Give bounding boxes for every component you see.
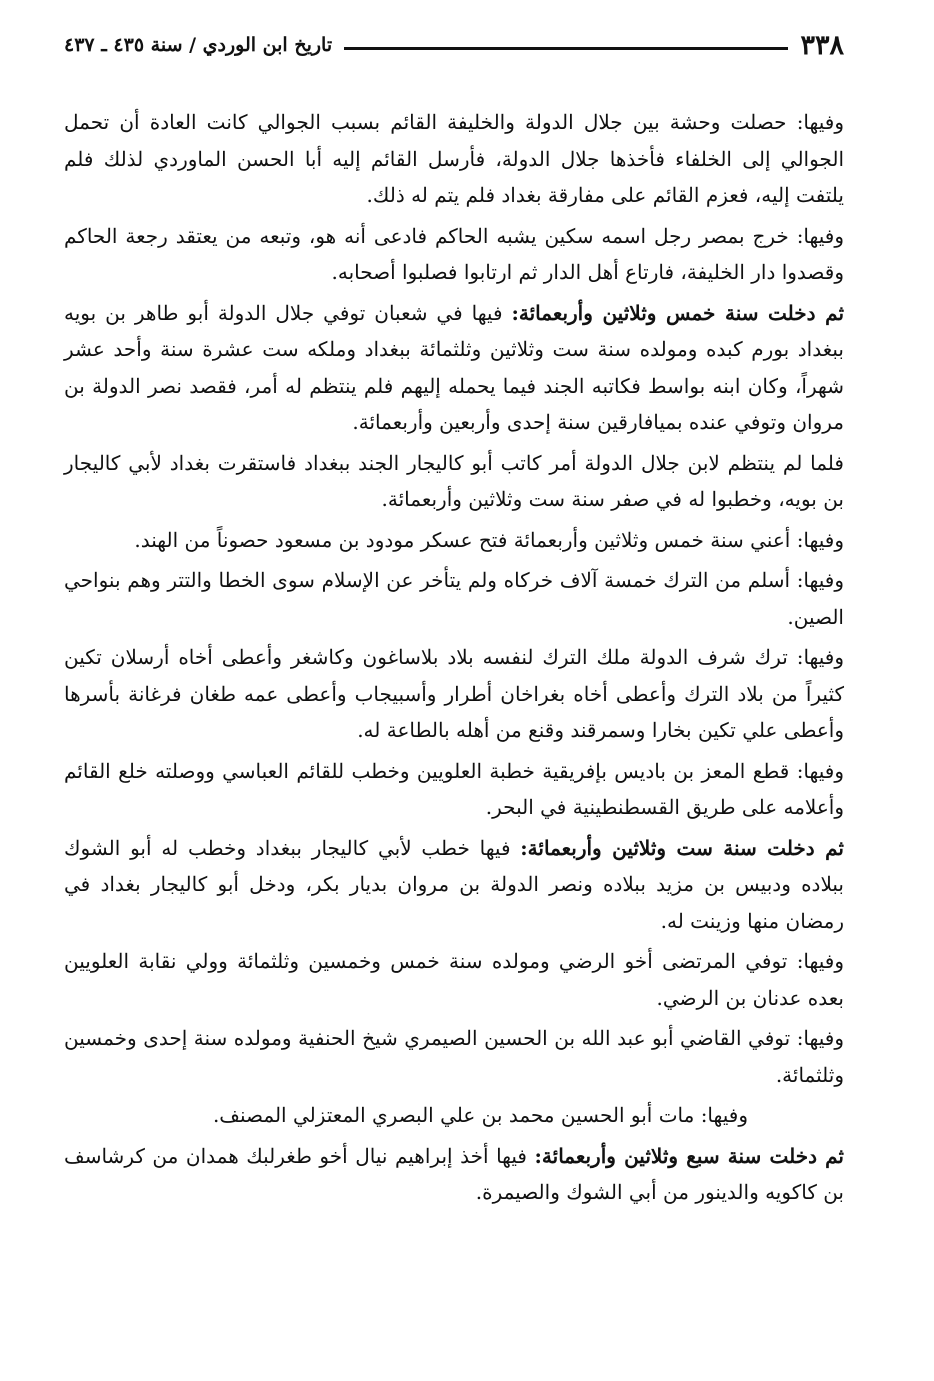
paragraph-text: توفي المرتضى أخو الرضي ومولده سنة خمس وخمسين وثلثمائة وولي نقابة العلويين بعده عدنان بن الرضي. xyxy=(64,949,844,1010)
paragraph-text: حصلت وحشة بين جلال الدولة والخليفة القائم بسبب الجوالي كانت العادة أن تحمل الجوالي إلى الخلفاء فأخذها جلال الدولة، فأرسل القائم إليه أبا الحسن الماوردي لذلك فلم يلتفت إليه، فعزم القائم على مفارقة بغداد فلم يتم له ذلك. xyxy=(64,110,844,207)
page-body xyxy=(64,104,844,1211)
paragraph xyxy=(64,562,844,635)
paragraph-text: خرج بمصر رجل اسمه سكين يشبه الحاكم فادعى أنه هو، وتبعه من يعتقد رجعة الحاكم وقصدوا دار الخليفة، فارتاع أهل الدار ثم ارتابوا فصلبوا أصحابه. xyxy=(64,223,844,284)
header-rule xyxy=(344,47,788,50)
paragraph-text: توفي القاضي أبو عبد الله بن الحسين الصيمري شيخ الحنفية ومولده سنة إحدى وخمسين وثلثمائة. xyxy=(64,1026,844,1087)
paragraph-text: أسلم من الترك خمسة آلاف خركاه ولم يتأخر عن الإسلام سوى الخطا والتتر وهم بنواحي الصين. xyxy=(64,568,844,629)
paragraph-lead: وفيها: xyxy=(796,949,844,973)
paragraph-lead: وفيها: xyxy=(796,110,844,134)
paragraph-text: فيها أخذ إبراهيم نيال أخو طغرلبك همدان من كرشاسف بن كاكويه والدينور من أبي الشوك والصيمرة. xyxy=(64,1143,844,1204)
paragraph-lead: وفيها: xyxy=(796,645,845,669)
paragraph xyxy=(64,1097,844,1134)
paragraph xyxy=(64,639,844,749)
paragraph-text: فلما لم ينتظم لابن جلال الدولة أمر كاتب أبو كاليجار الجند ببغداد فاستقرت بغداد لأبي كاليجار بن بويه، وخطبوا له في صفر سنة ست وثلاثين وأربعمائة. xyxy=(64,450,844,511)
year-paragraph xyxy=(64,295,844,441)
paragraph-text: فيها خطب لأبي كاليجار ببغداد وخطب له أبو الشوك ببلاده ودبيس بن مزيد ببلاده ونصر الدولة بن مروان بديار بكر، ودخل أبو كاليجار بغداد في رمضان منها وزينت له. xyxy=(64,835,844,933)
book-page xyxy=(64,22,844,1215)
paragraph-lead: وفيها: xyxy=(796,568,844,592)
paragraph xyxy=(64,218,844,291)
paragraph xyxy=(64,522,844,559)
year-paragraph xyxy=(64,1138,844,1211)
page-header xyxy=(64,22,844,68)
paragraph-lead: وفيها: xyxy=(796,223,844,248)
year-heading: ثم دخلت سنة سبع وثلاثين وأربعمائة: xyxy=(534,1143,844,1168)
running-title: تاريخ ابن الوردي / سنة ٤٣٥ ـ ٤٣٧ xyxy=(64,34,333,56)
paragraph-lead: وفيها: xyxy=(796,527,844,552)
year-heading: ثم دخلت سنة ست وثلاثين وأربعمائة: xyxy=(520,835,844,860)
paragraph xyxy=(64,943,844,1016)
paragraph-text: فيها في شعبان توفي جلال الدولة أبو طاهر بن بويه ببغداد بورم كبده ومولده سنة ست وثلاثين وثلثمائة ببغداد وملكه ست عشرة سنة وأحد عشر شهراً، وكان ابنه بواسط فكاتبه الجند فيما يحمله إليهم فلم ينتظم له أمر، فقصد نصر الدولة بن مروان وتوفي عنده بميافارقين سنة إحدى وأربعين وأربعمائة. xyxy=(64,300,844,434)
year-heading: ثم دخلت سنة خمس وثلاثين وأربعمائة: xyxy=(511,300,845,325)
paragraph-lead: وفيها: xyxy=(796,758,844,783)
paragraph xyxy=(64,445,844,518)
paragraph-text: ترك شرف الدولة ملك الترك لنفسه بلاد بلاساغون وكاشغر وأعطى أخاه أرسلان تكين كثيراً من بلاد الترك وأعطى أخاه بغراخان أطرار وأسبيجاب وأعطى عمه طغان فرغانة بأسرها وأعطى علي تكين بخارا وسمرقند وقنع من أهله بالطاعة له. xyxy=(64,645,844,742)
paragraph-text: أعني سنة خمس وثلاثين وأربعمائة فتح عسكر مودود بن مسعود حصوناً من الهند. xyxy=(134,527,797,552)
paragraph-lead: وفيها: xyxy=(700,1103,748,1127)
year-paragraph xyxy=(64,830,844,940)
page-number: ٣٣٨ xyxy=(800,29,844,61)
paragraph-text: قطع المعز بن باديس بإفريقية خطبة العلويين وخطب للقائم العباسي ووصلته خلع القائم وأعلامه على طريق القسطنطينية في البحر. xyxy=(64,758,844,819)
paragraph-text: مات أبو الحسين محمد بن علي البصري المعتزلي المصنف. xyxy=(212,1103,701,1127)
paragraph xyxy=(64,104,844,214)
paragraph xyxy=(64,753,844,826)
paragraph xyxy=(64,1020,844,1093)
paragraph-lead: وفيها: xyxy=(796,1026,844,1050)
